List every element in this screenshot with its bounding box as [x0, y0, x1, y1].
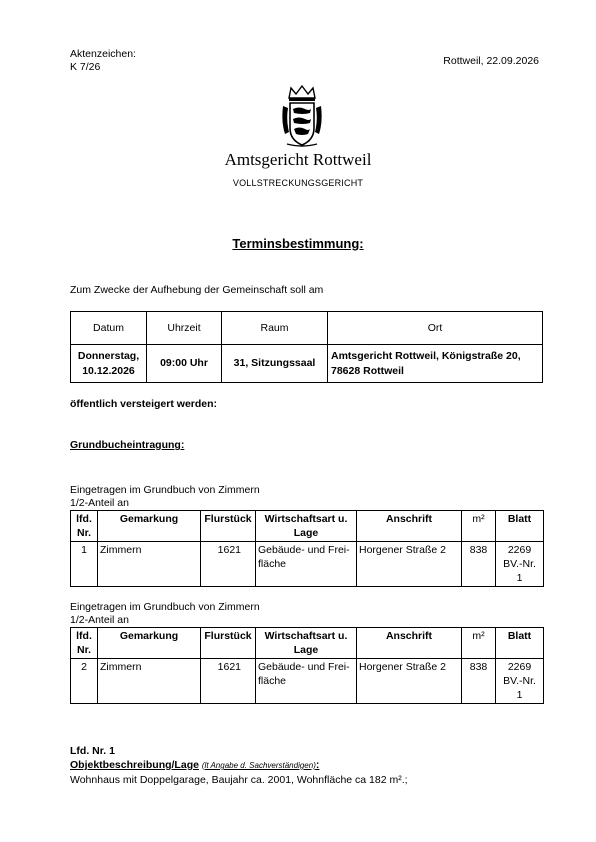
termin-place: [328, 345, 543, 383]
cell-blatt-number: 2269: [507, 544, 532, 556]
termin-date-line2: 10.12.2026: [82, 364, 135, 377]
header-lfd-nr: [71, 628, 98, 659]
header-nr: Nr.: [76, 644, 91, 656]
cell-blatt: [496, 659, 544, 704]
cell-flurstueck: 1621: [201, 542, 256, 587]
cell-qm: 838: [462, 542, 496, 587]
header-gemarkung: Gemarkung: [98, 628, 201, 659]
intro-text: Zum Zwecke der Aufhebung der Gemeinschaft soll am: [70, 284, 324, 296]
grundbuch-entry-1-intro: [70, 484, 260, 510]
court-division: VOLLSTRECKUNGSGERICHT: [232, 178, 364, 188]
cell-wirtschaftsart: [256, 542, 357, 587]
objekt-description: Wohnhaus mit Doppelgarage, Baujahr ca. 2001, Wohnfläche ca 182 m².;: [70, 774, 408, 786]
cell-qm: 838: [462, 659, 496, 704]
termin-header-row: [71, 312, 543, 345]
termin-room: 31, Sitzungssaal: [222, 345, 328, 383]
header-wirtschaft-line2: Lage: [293, 527, 319, 539]
objektbeschreibung-label: [70, 759, 319, 771]
objekt-label: Objektbeschreibung/Lage: [70, 759, 199, 771]
header-wirtschaft-line1: Wirtschaftsart u.: [264, 513, 348, 525]
coat-of-arms-icon: [281, 84, 323, 148]
cell-bv-number: 1: [516, 572, 523, 584]
cell-wirtschaft-line1: Gebäude- und Frei-: [258, 544, 350, 556]
objekt-note: (lt Angabe d. Sachverständigen): [201, 761, 316, 770]
header-flurstueck: Flurstück: [201, 511, 256, 542]
cell-gemarkung: Zimmern: [98, 542, 201, 587]
header-raum: Raum: [222, 312, 328, 345]
cell-wirtschaft-line2: fläche: [258, 675, 287, 687]
court-name: Amtsgericht Rottweil: [224, 150, 372, 169]
cell-gemarkung: Zimmern: [98, 659, 201, 704]
cell-nr: 2: [71, 659, 98, 704]
grundbuch-table-1: [70, 510, 544, 587]
cell-wirtschaft-line2: fläche: [258, 558, 287, 570]
table-row: [71, 542, 544, 587]
eingetragen-text: Eingetragen im Grundbuch von Zimmern: [70, 601, 260, 613]
termin-time: 09:00 Uhr: [147, 345, 222, 383]
table-row: [71, 659, 544, 704]
header-blatt: Blatt: [496, 628, 544, 659]
termin-place-line1: Amtsgericht Rottweil, Königstraße 20,: [331, 349, 521, 362]
aktenzeichen-value: K 7/26: [70, 61, 101, 73]
header-nr: Nr.: [76, 527, 91, 539]
cell-flurstueck: 1621: [201, 659, 256, 704]
termin-place-line2: 78628 Rottweil: [331, 364, 404, 377]
header-blatt: Blatt: [496, 511, 544, 542]
header-anschrift: Anschrift: [357, 628, 462, 659]
cell-wirtschaftsart: [256, 659, 357, 704]
header-ort: Ort: [328, 312, 543, 345]
header-wirtschaft-line1: Wirtschaftsart u.: [264, 630, 348, 642]
versteigert-text: öffentlich versteigert werden:: [70, 398, 218, 410]
termin-row: [71, 345, 543, 383]
lfd-nr-heading: Lfd. Nr. 1: [70, 745, 115, 757]
header-wirtschaftsart: [256, 511, 357, 542]
header-datum: Datum: [71, 312, 147, 345]
cell-bv-label: BV.-Nr.: [503, 558, 536, 570]
cell-anschrift: Horgener Straße 2: [357, 542, 462, 587]
grundbuch-header-row: [71, 511, 544, 542]
cell-bv-number: 1: [516, 689, 523, 701]
header-uhrzeit: Uhrzeit: [147, 312, 222, 345]
anteil-text: 1/2-Anteil an: [70, 497, 129, 509]
aktenzeichen-block: [70, 48, 136, 74]
header-flurstueck: Flurstück: [201, 628, 256, 659]
termin-date-line1: Donnerstag,: [77, 349, 140, 362]
eingetragen-text: Eingetragen im Grundbuch von Zimmern: [70, 484, 260, 496]
document-title: Terminsbestimmung:: [232, 236, 364, 251]
header-lfd: lfd.: [76, 630, 92, 642]
cell-blatt-number: 2269: [507, 661, 532, 673]
cell-anschrift: Horgener Straße 2: [357, 659, 462, 704]
objekt-colon: :: [315, 759, 320, 771]
grundbuch-table-2: [70, 627, 544, 704]
header-qm: m²: [462, 628, 496, 659]
grundbuch-header-row: [71, 628, 544, 659]
grundbuch-entry-2-intro: [70, 601, 260, 627]
cell-bv-label: BV.-Nr.: [503, 675, 536, 687]
header-wirtschaftsart: [256, 628, 357, 659]
anteil-text: 1/2-Anteil an: [70, 614, 129, 626]
header-qm: m²: [462, 511, 496, 542]
cell-nr: 1: [71, 542, 98, 587]
header-gemarkung: Gemarkung: [98, 511, 201, 542]
termin-table: [70, 311, 543, 383]
header-lfd-nr: [71, 511, 98, 542]
header-lfd: lfd.: [76, 513, 92, 525]
cell-wirtschaft-line1: Gebäude- und Frei-: [258, 661, 350, 673]
header-wirtschaft-line2: Lage: [293, 644, 319, 656]
termin-date: [71, 345, 147, 383]
cell-blatt: [496, 542, 544, 587]
grundbuch-heading: Grundbucheintragung:: [70, 439, 185, 451]
header-anschrift: Anschrift: [357, 511, 462, 542]
place-date: Rottweil, 22.09.2026: [443, 55, 539, 67]
aktenzeichen-label: Aktenzeichen:: [70, 48, 136, 60]
